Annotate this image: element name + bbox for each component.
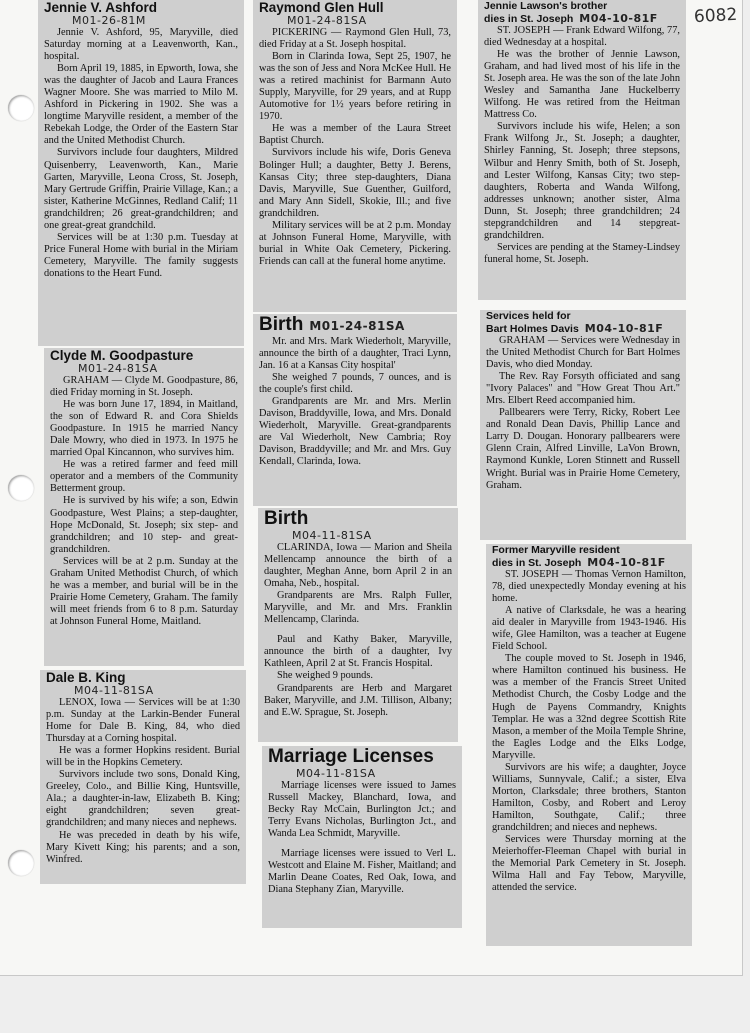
clipping-title: Raymond Glen Hull <box>259 0 384 15</box>
paragraph: Born in Clarinda Iowa, Sept 25, 1907, he was the son of Jess and Nora McKee Hull. He was a retired machinist for Barmann Auto Supply, Maryville, for 29 years, and at Rupp Automotive for 1½ years before retiring in 1970. <box>259 51 451 123</box>
handwritten-date-note: M01-24-81SA <box>78 362 158 375</box>
clipping-wilfong <box>478 0 686 300</box>
handwritten-date-note: M01-24-81SA <box>287 14 367 27</box>
clipping-title: Birth <box>264 508 309 529</box>
paragraph: She weighed 7 pounds, 7 ounces, and is the couple's first child. <box>259 372 451 396</box>
clipping-title-line2 <box>484 13 680 26</box>
paragraph: GRAHAM — Services were Wednesday in the United Methodist Church for Bart Holmes Davis, who died Monday. <box>486 335 680 371</box>
paragraph: Survivors include four daughters, Mildred Quisenberry, Leavenworth, Kan., Marie Garten, Maryville, Leona Cross, St. Joseph, Mary Gertrude Griffin, Prairie Village, Kan.; a sister, Katherine McGinnes, Redland Calif; 11 grandchildren; 26 great-grandchildren; and one great-great grandchild. <box>44 147 238 231</box>
clipping-title-line2 <box>492 557 686 570</box>
handwritten-date-note: M04-11-81SA <box>292 529 372 542</box>
paragraph: She weighed 9 pounds. <box>277 670 373 682</box>
clipping-ashford <box>38 0 244 346</box>
clipping-birth-mellencamp <box>258 508 458 742</box>
paragraph: He was born June 17, 1894, in Maitland, the son of Edward R. and Cora Shields Goodpasture. In 1915 he married Nancy Dale Mowry, who died in 1973. In 1975 he married Opal Kincannon, who survives him. <box>50 399 238 459</box>
paragraph: ST. JOSEPH — Thomas Vernon Hamilton, 78, died unexpectedly Monday evening at his home. <box>492 569 686 605</box>
clipping-title: Jennie V. Ashford <box>44 0 158 15</box>
clipping-title-text: Birth <box>259 314 304 335</box>
paragraph: He was preceded in death by his wife, Mary Kivett King; his parents; and a son, Winfred. <box>46 829 240 865</box>
handwritten-date-note: M04-11-81SA <box>296 767 376 780</box>
paragraph: Survivors include his wife, Helen; a son Frank Wilfong Jr., St. Joseph; a daughter, Shirley Fanning, St. Joseph; three stepsons, Wilbur and Henry Smith, both of St. Joseph, and Lester Wilfong, Kansas City; two step-daughters, Roberta and Wanda Wilfong, addresses unknown; another sister, Alma Dunn, St. Joseph; three grandchildren; 24 stepgrandchildren and 14 stepgreat-grandchildren. <box>484 121 680 241</box>
handwritten-date-note: M04-10-81F <box>587 555 666 569</box>
paragraph: GRAHAM — Clyde M. Goodpasture, 86, died Friday morning in St. Joseph. <box>50 375 238 399</box>
handwritten-date-note: M01-26-81M <box>72 14 146 27</box>
clipping-marriage-licenses <box>262 746 462 928</box>
clipping-title: Jennie Lawson's brother <box>484 0 608 12</box>
paragraph: Services are pending at the Stamey-Lindsey funeral home, St. Joseph. <box>484 241 680 265</box>
binder-hole <box>8 475 34 501</box>
paragraph: Grandparents are Herb and Margaret Baker, Maryville, and J.M. Tillison, Albany; and E.W. Sprague, St. Joseph. <box>264 682 452 718</box>
clipping-hull <box>253 0 457 312</box>
paragraph: Survivors include two sons, Donald King, Greeley, Colo., and Billie King, Huntsville, Ala.; a daughter-in-law, Elizabeth B. King; eight grandchildren; seven great-grandchildren; and many nieces and nephews. <box>46 769 240 829</box>
clipping-hamilton <box>486 544 692 946</box>
clipping-title: Former Maryville resident <box>492 544 620 556</box>
clipping-title-line2 <box>486 323 680 336</box>
handwritten-date-note: M04-10-81F <box>584 321 664 335</box>
clipping-title-text: dies in St. Joseph <box>484 12 574 25</box>
clipping-title: Dale B. King <box>46 670 126 685</box>
paragraph: Marriage licenses were issued to James Russell Mackey, Blanchard, Iowa, and Becky Ray McCain, Burlington Jct.; and Terry Evans Nicholas, Burlington Jct., and Wanda Lea Schmidt, Maryville. <box>268 780 456 840</box>
paragraph: The Rev. Ray Forsyth officiated and sang "Ivory Palaces" and "How Great Thou Art." Mrs. Elbert Reed accompanied him. <box>486 371 680 407</box>
paragraph: Services will be at 2 p.m. Sunday at the Graham United Methodist Church, of which he was a member, and burial will be in the Prairie Home Cemetery, Graham. The family will meet friends from 6 to 8 p.m. Saturday at Johnson Funeral Home, Maitland. <box>50 555 238 627</box>
paragraph: Marriage licenses were issued to Verl L. Westcott and Elaine M. Fisher, Maitland; and Marlin Deane Coates, Red Oak, Iowa, and Diana Stephany Zian, Maryville. <box>268 848 456 896</box>
paragraph: He was a member of the Laura Street Baptist Church. <box>259 123 451 147</box>
paragraph: He was a retired farmer and feed mill operator and a members of the Community Betterment group. <box>50 459 238 495</box>
paragraph: Paul and Kathy Baker, Maryville, announce the birth of a daughter, Ivy Kathleen, April 2 at St. Francis Hospital. <box>264 634 452 670</box>
paragraph: He was the brother of Jennie Lawson, Graham, and had lived most of his life in the St. Joseph area. He was the son of the late John Wesley and Samantha Jane Huckelberry Wilfong. He was retired from the Heitman Mattress Co. <box>484 49 680 121</box>
clipping-title: Marriage Licenses <box>268 746 434 767</box>
paragraph: Born April 19, 1885, in Epworth, Iowa, she was the daughter of Jacob and Laura Frances Wagner Moore. She was married to Milo M. Ashford in Pickering in 1902. She was a longtime Maryville resident, a member of the Rebekah Lodge, the Order of the Eastern Star and the United Methodist Church. <box>44 63 238 147</box>
page-number: 6082 <box>693 4 738 28</box>
clipping-davis <box>480 310 686 540</box>
paragraph: Military services will be at 2 p.m. Monday at Johnson Funeral Home, Maryville, with burial in White Oak Cemetery, Pickering. Friends can call at the funeral home anytime. <box>259 219 451 267</box>
clipping-title <box>259 314 451 336</box>
clipping-title: Clyde M. Goodpasture <box>50 348 194 363</box>
paragraph: A native of Clarksdale, he was a hearing aid dealer in Maryville from 1943-1946. His wife, Glee Hamilton, was a teacher at Eugene Field School. <box>492 605 686 653</box>
clipping-title-text: Bart Holmes Davis <box>486 322 579 335</box>
paragraph: ST. JOSEPH — Frank Edward Wilfong, 77, died Wednesday at a hospital. <box>484 25 680 49</box>
paragraph: Jennie V. Ashford, 95, Maryville, died Saturday morning at a Leavenworth, Kan., hospital. <box>44 27 238 63</box>
paragraph: PICKERING — Raymond Glen Hull, 73, died Friday at a St. Joseph hospital. <box>259 27 451 51</box>
handwritten-date-note: M01-24-81SA <box>309 319 405 333</box>
paragraph: He was a former Hopkins resident. Burial will be in the Hopkins Cemetery. <box>46 745 240 769</box>
clipping-title: Services held for <box>486 310 571 322</box>
paragraph: Survivors include his wife, Doris Geneva Bolinger Hull; a daughter, Betty J. Berens, Kansas City; three step-daughters, Diana Davis, Maryville, Sue Guenther, Guilford, and Mary Ann Sidell, Skokie, Ill.; and five grandchildren. <box>259 147 451 219</box>
clipping-birth-wiederholt <box>253 314 457 506</box>
paragraph: CLARINDA, Iowa — Marion and Sheila Mellencamp announce the birth of a daughter, Meghan Anne, born April 2 in an Omaha, Neb., hospital. <box>264 542 452 590</box>
paragraph: Services were Thursday morning at the Meierhoffer-Fleeman Chapel with burial in the Memorial Park Cemetery in St. Joseph. Wilma Hall and Fay Tebow, Maryville, attended the service. <box>492 834 686 894</box>
paragraph: Mr. and Mrs. Mark Wiederholt, Maryville, announce the birth of a daughter, Traci Lynn, Jan. 16 at a Kansas City hospital' <box>259 336 451 372</box>
handwritten-date-note: M04-11-81SA <box>74 684 154 697</box>
paragraph: The couple moved to St. Joseph in 1946, where Hamilton continued his business. He was a member of the Francis Street United Methodist Church, the Cosby Lodge and the Hugh de Payens Commandry, Knights Templar. He was a 32nd degree Scottish Rite Mason, a member of the Moila Temple Shrine, the Eagles Lodge and the Elks Lodge, Maryville. <box>492 653 686 761</box>
paragraph: Survivors are his wife; a daughter, Joyce Williams, Sunnyvale, Calif.; a sister, Elva Morton, Clarksdale; three brothers, Stanton Hamilton, Cosby, and Robert and Leroy Hamilton, Southgate, Calif.; three grandchildren; and nieces and nephews. <box>492 761 686 833</box>
handwritten-date-note: M04-10-81F <box>579 11 658 25</box>
paragraph: He is survived by his wife; a son, Edwin Goodpasture, West Plains; a step-daughter, Hope McDonald, St. Joseph; six step- and grandchildren; and 10 step- and great-grandchildren. <box>50 495 238 555</box>
clipping-title-text: dies in St. Joseph <box>492 556 582 569</box>
paragraph: Grandparents are Mrs. Ralph Fuller, Maryville, and Mr. and Mrs. Franklin Mellencamp, Clarinda. <box>264 590 452 626</box>
clipping-goodpasture <box>44 348 244 666</box>
clipping-king <box>40 670 246 884</box>
binder-hole <box>8 850 34 876</box>
paragraph: Grandparents are Mr. and Mrs. Merlin Davison, Braddyville, Iowa, and Mrs. Donald Wiederholt, Maryville. Great-grandparents are Val Wiederholt, New Cambria; Roy Davison, Braddyville; and Mr. and Mrs. Guy Kendall, Clarinda, Iowa. <box>259 396 451 468</box>
binder-hole <box>8 95 34 121</box>
paragraph: Pallbearers were Terry, Ricky, Robert Lee and Ronald Dean Davis, Phillip Lance and Larry D. Dougan. Honorary pallbearers were Glenn Crain, Alfred Linville, LaVon Brown, Raymond Kunkle, Loren Stinnett and Russell Wright. Burial was in Prairie Home Cemetery, Graham. <box>486 407 680 491</box>
paragraph: LENOX, Iowa — Services will be at 1:30 p.m. Sunday at the Larkin-Bender Funeral Home for Dale B. King, 84, who died Thursday at a Corning hospital. <box>46 697 240 745</box>
paragraph: Services will be at 1:30 p.m. Tuesday at Price Funeral Home with burial in the Miriam Cemetery, Maryville. The family suggests donations to the Heart Fund. <box>44 231 238 279</box>
